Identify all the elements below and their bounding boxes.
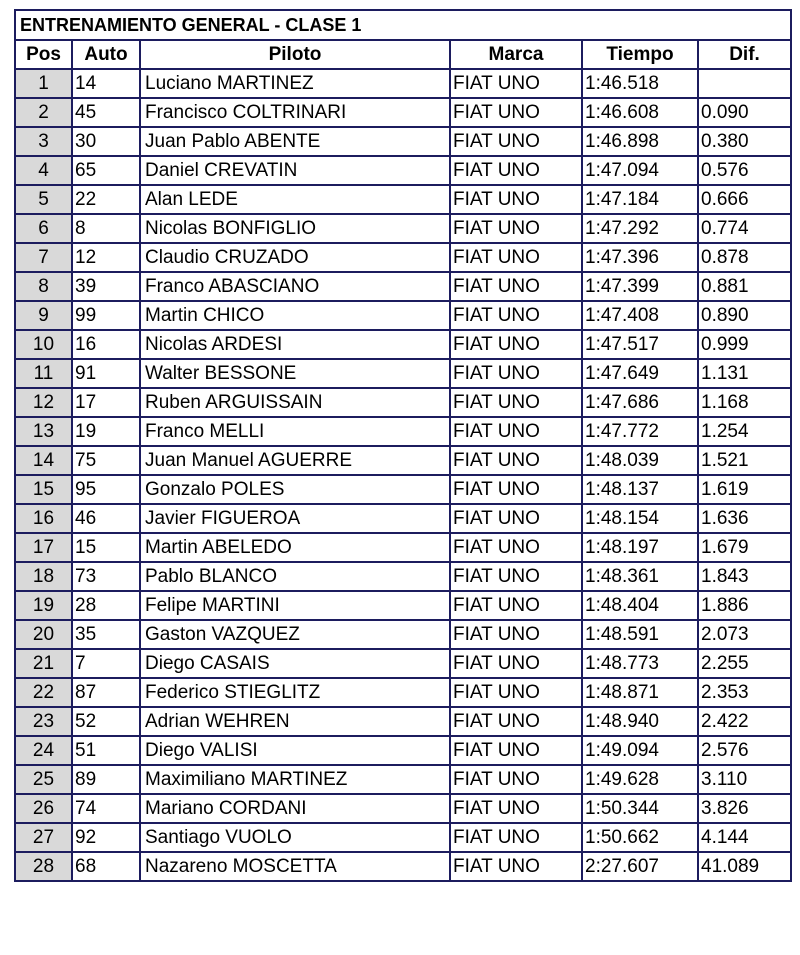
cell-pos: 1 bbox=[15, 69, 72, 98]
cell-dif: 3.826 bbox=[698, 794, 791, 823]
cell-auto: 75 bbox=[72, 446, 140, 475]
table-row bbox=[15, 330, 791, 359]
cell-pos: 18 bbox=[15, 562, 72, 591]
cell-piloto: Nicolas ARDESI bbox=[140, 330, 450, 359]
cell-piloto: Ruben ARGUISSAIN bbox=[140, 388, 450, 417]
table-row bbox=[15, 359, 791, 388]
cell-piloto: Felipe MARTINI bbox=[140, 591, 450, 620]
cell-dif: 0.878 bbox=[698, 243, 791, 272]
table-row bbox=[15, 504, 791, 533]
cell-piloto: Daniel CREVATIN bbox=[140, 156, 450, 185]
cell-pos: 11 bbox=[15, 359, 72, 388]
cell-auto: 65 bbox=[72, 156, 140, 185]
cell-piloto: Mariano CORDANI bbox=[140, 794, 450, 823]
cell-marca: FIAT UNO bbox=[450, 591, 582, 620]
cell-tiempo: 1:47.399 bbox=[582, 272, 698, 301]
cell-auto: 91 bbox=[72, 359, 140, 388]
cell-piloto: Adrian WEHREN bbox=[140, 707, 450, 736]
cell-tiempo: 1:47.686 bbox=[582, 388, 698, 417]
cell-marca: FIAT UNO bbox=[450, 620, 582, 649]
table-row bbox=[15, 765, 791, 794]
cell-marca: FIAT UNO bbox=[450, 562, 582, 591]
cell-marca: FIAT UNO bbox=[450, 852, 582, 881]
cell-marca: FIAT UNO bbox=[450, 98, 582, 127]
cell-piloto: Martin CHICO bbox=[140, 301, 450, 330]
table-row bbox=[15, 446, 791, 475]
cell-marca: FIAT UNO bbox=[450, 417, 582, 446]
cell-auto: 15 bbox=[72, 533, 140, 562]
results-table bbox=[14, 9, 792, 882]
table-row bbox=[15, 388, 791, 417]
cell-dif: 0.666 bbox=[698, 185, 791, 214]
cell-pos: 5 bbox=[15, 185, 72, 214]
header-dif: Dif. bbox=[698, 40, 791, 69]
cell-tiempo: 1:49.628 bbox=[582, 765, 698, 794]
cell-marca: FIAT UNO bbox=[450, 330, 582, 359]
header-row bbox=[15, 40, 791, 69]
cell-tiempo: 1:47.396 bbox=[582, 243, 698, 272]
cell-piloto: Pablo BLANCO bbox=[140, 562, 450, 591]
results-container bbox=[14, 9, 790, 882]
cell-tiempo: 1:46.898 bbox=[582, 127, 698, 156]
cell-tiempo: 1:46.608 bbox=[582, 98, 698, 127]
cell-dif: 0.576 bbox=[698, 156, 791, 185]
cell-piloto: Gonzalo POLES bbox=[140, 475, 450, 504]
cell-auto: 74 bbox=[72, 794, 140, 823]
cell-auto: 99 bbox=[72, 301, 140, 330]
cell-pos: 25 bbox=[15, 765, 72, 794]
cell-marca: FIAT UNO bbox=[450, 504, 582, 533]
cell-piloto: Alan LEDE bbox=[140, 185, 450, 214]
cell-piloto: Claudio CRUZADO bbox=[140, 243, 450, 272]
table-row bbox=[15, 475, 791, 504]
cell-dif: 0.999 bbox=[698, 330, 791, 359]
cell-dif: 0.090 bbox=[698, 98, 791, 127]
header-auto: Auto bbox=[72, 40, 140, 69]
cell-marca: FIAT UNO bbox=[450, 765, 582, 794]
cell-auto: 17 bbox=[72, 388, 140, 417]
cell-piloto: Maximiliano MARTINEZ bbox=[140, 765, 450, 794]
table-row bbox=[15, 185, 791, 214]
cell-pos: 26 bbox=[15, 794, 72, 823]
cell-pos: 6 bbox=[15, 214, 72, 243]
cell-tiempo: 1:48.773 bbox=[582, 649, 698, 678]
cell-pos: 19 bbox=[15, 591, 72, 620]
cell-auto: 51 bbox=[72, 736, 140, 765]
table-row bbox=[15, 243, 791, 272]
cell-piloto: Walter BESSONE bbox=[140, 359, 450, 388]
cell-piloto: Diego VALISI bbox=[140, 736, 450, 765]
cell-piloto: Juan Manuel AGUERRE bbox=[140, 446, 450, 475]
cell-dif: 0.380 bbox=[698, 127, 791, 156]
cell-dif: 0.890 bbox=[698, 301, 791, 330]
table-row bbox=[15, 214, 791, 243]
cell-piloto: Diego CASAIS bbox=[140, 649, 450, 678]
table-row bbox=[15, 707, 791, 736]
cell-piloto: Gaston VAZQUEZ bbox=[140, 620, 450, 649]
cell-pos: 15 bbox=[15, 475, 72, 504]
cell-marca: FIAT UNO bbox=[450, 823, 582, 852]
cell-pos: 24 bbox=[15, 736, 72, 765]
table-row bbox=[15, 620, 791, 649]
cell-dif: 2.576 bbox=[698, 736, 791, 765]
cell-marca: FIAT UNO bbox=[450, 446, 582, 475]
cell-marca: FIAT UNO bbox=[450, 736, 582, 765]
cell-auto: 95 bbox=[72, 475, 140, 504]
cell-tiempo: 1:47.649 bbox=[582, 359, 698, 388]
cell-dif: 1.168 bbox=[698, 388, 791, 417]
cell-marca: FIAT UNO bbox=[450, 475, 582, 504]
cell-auto: 52 bbox=[72, 707, 140, 736]
cell-dif: 1.679 bbox=[698, 533, 791, 562]
cell-piloto: Franco ABASCIANO bbox=[140, 272, 450, 301]
table-title: ENTRENAMIENTO GENERAL - CLASE 1 bbox=[15, 10, 791, 40]
cell-auto: 87 bbox=[72, 678, 140, 707]
cell-dif: 1.636 bbox=[698, 504, 791, 533]
table-row bbox=[15, 794, 791, 823]
cell-auto: 73 bbox=[72, 562, 140, 591]
cell-auto: 19 bbox=[72, 417, 140, 446]
cell-pos: 3 bbox=[15, 127, 72, 156]
cell-pos: 12 bbox=[15, 388, 72, 417]
table-row bbox=[15, 852, 791, 881]
table-row bbox=[15, 98, 791, 127]
cell-marca: FIAT UNO bbox=[450, 794, 582, 823]
cell-marca: FIAT UNO bbox=[450, 272, 582, 301]
cell-marca: FIAT UNO bbox=[450, 359, 582, 388]
cell-tiempo: 1:47.184 bbox=[582, 185, 698, 214]
results-body bbox=[15, 69, 791, 881]
cell-dif: 2.255 bbox=[698, 649, 791, 678]
cell-dif: 0.774 bbox=[698, 214, 791, 243]
table-row bbox=[15, 649, 791, 678]
cell-auto: 28 bbox=[72, 591, 140, 620]
cell-tiempo: 1:47.517 bbox=[582, 330, 698, 359]
cell-pos: 20 bbox=[15, 620, 72, 649]
table-row bbox=[15, 823, 791, 852]
header-piloto: Piloto bbox=[140, 40, 450, 69]
cell-auto: 22 bbox=[72, 185, 140, 214]
cell-marca: FIAT UNO bbox=[450, 185, 582, 214]
cell-auto: 16 bbox=[72, 330, 140, 359]
table-row bbox=[15, 301, 791, 330]
cell-dif: 41.089 bbox=[698, 852, 791, 881]
cell-tiempo: 1:50.344 bbox=[582, 794, 698, 823]
cell-dif: 2.422 bbox=[698, 707, 791, 736]
cell-piloto: Francisco COLTRINARI bbox=[140, 98, 450, 127]
cell-dif: 1.619 bbox=[698, 475, 791, 504]
cell-pos: 21 bbox=[15, 649, 72, 678]
cell-marca: FIAT UNO bbox=[450, 533, 582, 562]
cell-piloto: Luciano MARTINEZ bbox=[140, 69, 450, 98]
cell-dif: 1.843 bbox=[698, 562, 791, 591]
table-row bbox=[15, 533, 791, 562]
table-row bbox=[15, 156, 791, 185]
cell-pos: 13 bbox=[15, 417, 72, 446]
cell-dif: 1.131 bbox=[698, 359, 791, 388]
cell-piloto: Santiago VUOLO bbox=[140, 823, 450, 852]
cell-tiempo: 1:48.871 bbox=[582, 678, 698, 707]
header-pos: Pos bbox=[15, 40, 72, 69]
cell-marca: FIAT UNO bbox=[450, 388, 582, 417]
cell-auto: 12 bbox=[72, 243, 140, 272]
cell-dif bbox=[698, 69, 791, 98]
cell-pos: 23 bbox=[15, 707, 72, 736]
cell-tiempo: 1:47.408 bbox=[582, 301, 698, 330]
table-row bbox=[15, 127, 791, 156]
cell-piloto: Javier FIGUEROA bbox=[140, 504, 450, 533]
cell-tiempo: 1:47.094 bbox=[582, 156, 698, 185]
cell-auto: 35 bbox=[72, 620, 140, 649]
cell-dif: 2.073 bbox=[698, 620, 791, 649]
cell-pos: 4 bbox=[15, 156, 72, 185]
cell-pos: 27 bbox=[15, 823, 72, 852]
header-tiempo: Tiempo bbox=[582, 40, 698, 69]
cell-marca: FIAT UNO bbox=[450, 156, 582, 185]
cell-piloto: Franco MELLI bbox=[140, 417, 450, 446]
cell-tiempo: 1:48.197 bbox=[582, 533, 698, 562]
cell-marca: FIAT UNO bbox=[450, 127, 582, 156]
cell-piloto: Juan Pablo ABENTE bbox=[140, 127, 450, 156]
cell-piloto: Federico STIEGLITZ bbox=[140, 678, 450, 707]
cell-dif: 1.254 bbox=[698, 417, 791, 446]
cell-dif: 3.110 bbox=[698, 765, 791, 794]
cell-pos: 17 bbox=[15, 533, 72, 562]
title-row bbox=[15, 10, 791, 40]
table-row bbox=[15, 272, 791, 301]
cell-tiempo: 1:49.094 bbox=[582, 736, 698, 765]
cell-pos: 16 bbox=[15, 504, 72, 533]
cell-auto: 46 bbox=[72, 504, 140, 533]
cell-pos: 2 bbox=[15, 98, 72, 127]
cell-pos: 9 bbox=[15, 301, 72, 330]
cell-auto: 45 bbox=[72, 98, 140, 127]
cell-marca: FIAT UNO bbox=[450, 678, 582, 707]
table-row bbox=[15, 562, 791, 591]
cell-piloto: Nicolas BONFIGLIO bbox=[140, 214, 450, 243]
cell-marca: FIAT UNO bbox=[450, 69, 582, 98]
cell-auto: 30 bbox=[72, 127, 140, 156]
cell-tiempo: 1:47.292 bbox=[582, 214, 698, 243]
cell-auto: 14 bbox=[72, 69, 140, 98]
cell-pos: 28 bbox=[15, 852, 72, 881]
cell-tiempo: 1:48.361 bbox=[582, 562, 698, 591]
cell-marca: FIAT UNO bbox=[450, 243, 582, 272]
cell-marca: FIAT UNO bbox=[450, 301, 582, 330]
cell-dif: 4.144 bbox=[698, 823, 791, 852]
table-row bbox=[15, 417, 791, 446]
cell-marca: FIAT UNO bbox=[450, 649, 582, 678]
table-row bbox=[15, 736, 791, 765]
cell-dif: 2.353 bbox=[698, 678, 791, 707]
cell-dif: 1.886 bbox=[698, 591, 791, 620]
cell-auto: 7 bbox=[72, 649, 140, 678]
cell-tiempo: 1:48.591 bbox=[582, 620, 698, 649]
cell-piloto: Martin ABELEDO bbox=[140, 533, 450, 562]
cell-pos: 14 bbox=[15, 446, 72, 475]
cell-tiempo: 1:46.518 bbox=[582, 69, 698, 98]
cell-tiempo: 2:27.607 bbox=[582, 852, 698, 881]
table-row bbox=[15, 678, 791, 707]
table-row bbox=[15, 591, 791, 620]
cell-auto: 92 bbox=[72, 823, 140, 852]
cell-dif: 0.881 bbox=[698, 272, 791, 301]
cell-tiempo: 1:47.772 bbox=[582, 417, 698, 446]
cell-pos: 8 bbox=[15, 272, 72, 301]
cell-tiempo: 1:48.154 bbox=[582, 504, 698, 533]
cell-tiempo: 1:48.404 bbox=[582, 591, 698, 620]
cell-dif: 1.521 bbox=[698, 446, 791, 475]
cell-pos: 22 bbox=[15, 678, 72, 707]
cell-auto: 8 bbox=[72, 214, 140, 243]
cell-marca: FIAT UNO bbox=[450, 214, 582, 243]
cell-pos: 7 bbox=[15, 243, 72, 272]
cell-tiempo: 1:48.039 bbox=[582, 446, 698, 475]
cell-tiempo: 1:48.940 bbox=[582, 707, 698, 736]
header-marca: Marca bbox=[450, 40, 582, 69]
cell-tiempo: 1:50.662 bbox=[582, 823, 698, 852]
cell-auto: 39 bbox=[72, 272, 140, 301]
cell-piloto: Nazareno MOSCETTA bbox=[140, 852, 450, 881]
cell-marca: FIAT UNO bbox=[450, 707, 582, 736]
table-row bbox=[15, 69, 791, 98]
cell-auto: 89 bbox=[72, 765, 140, 794]
cell-auto: 68 bbox=[72, 852, 140, 881]
cell-pos: 10 bbox=[15, 330, 72, 359]
cell-tiempo: 1:48.137 bbox=[582, 475, 698, 504]
